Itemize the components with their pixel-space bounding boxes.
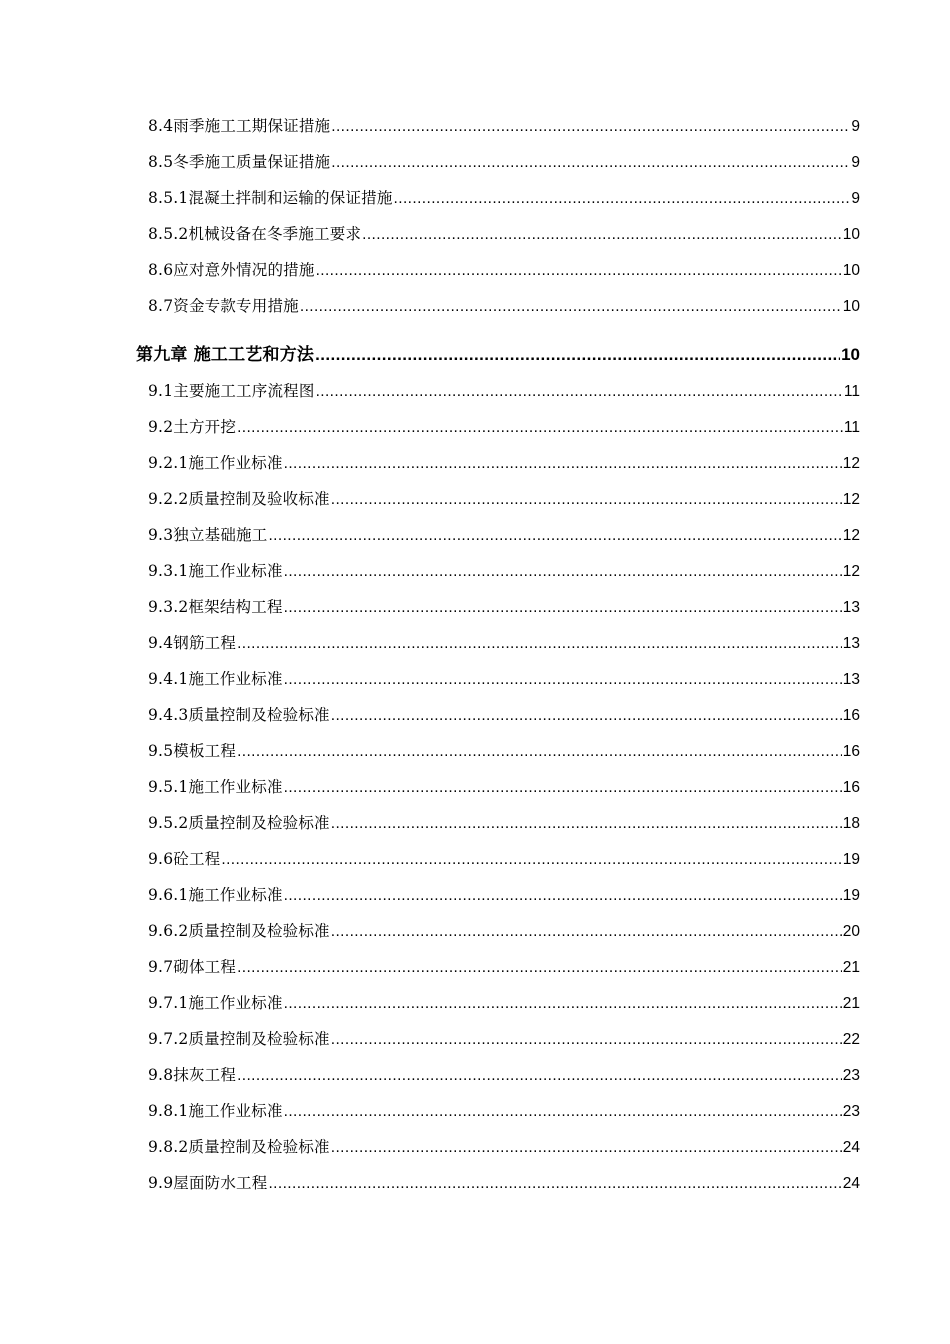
toc-chapter-entry[interactable] (136, 340, 860, 364)
toc-entry[interactable] (148, 523, 860, 545)
toc-entry-label: 8.5.2机械设备在冬季施工要求 (148, 225, 362, 243)
toc-entry-label: 8.7资金专款专用措施 (148, 297, 299, 315)
toc-page-number: 10 (842, 262, 860, 279)
toc-entry-label: 9.5模板工程 (148, 742, 237, 760)
toc-entry-label: 9.3.1施工作业标准 (148, 562, 283, 580)
toc-page-number: 9 (851, 190, 860, 207)
toc-entry-label: 9.7.2质量控制及检验标准 (148, 1030, 330, 1048)
toc-page-number: 12 (842, 491, 860, 508)
toc-entry[interactable] (148, 451, 860, 473)
toc-leader-dots (284, 563, 842, 581)
toc-entry-label: 9.5.1施工作业标准 (148, 778, 283, 796)
toc-entry-label: 9.9屋面防水工程 (148, 1174, 268, 1192)
toc-entry[interactable] (148, 991, 860, 1013)
toc-page-number: 24 (842, 1175, 860, 1192)
toc-entry[interactable] (148, 294, 860, 316)
toc-leader-dots (268, 1175, 841, 1193)
toc-leader-dots (284, 779, 842, 797)
toc-entry-label: 8.6应对意外情况的措施 (148, 261, 315, 279)
toc-page-number: 13 (842, 635, 860, 652)
toc-page-number: 21 (842, 959, 860, 976)
toc-page-number: 10 (842, 226, 860, 243)
toc-entry[interactable] (148, 595, 860, 617)
toc-entry[interactable] (148, 955, 860, 977)
toc-leader-dots (331, 491, 842, 509)
toc-entry-label: 8.4雨季施工工期保证措施 (148, 117, 331, 135)
toc-leader-dots (237, 635, 842, 653)
toc-leader-dots (362, 226, 842, 244)
toc-leader-dots (284, 1103, 842, 1121)
toc-entry[interactable] (148, 1027, 860, 1049)
toc-page-number: 9 (851, 154, 860, 171)
toc-page-number: 23 (842, 1067, 860, 1084)
toc-entry-label: 9.7.1施工作业标准 (148, 994, 283, 1012)
toc-page-number: 10 (842, 298, 860, 315)
toc-entry[interactable] (148, 379, 860, 401)
toc-page-number: 13 (842, 671, 860, 688)
toc-entry-label: 9.3.2框架结构工程 (148, 598, 283, 616)
toc-entry-label: 9.6.2质量控制及检验标准 (148, 922, 330, 940)
toc-entry[interactable] (148, 1135, 860, 1157)
toc-chapter-label: 第九章 施工工艺和方法 (136, 345, 315, 364)
toc-entry-label: 8.5冬季施工质量保证措施 (148, 153, 331, 171)
toc-entry[interactable] (148, 487, 860, 509)
toc-leader-dots (221, 851, 841, 869)
toc-entry[interactable] (148, 883, 860, 905)
toc-leader-dots (284, 671, 842, 689)
toc-page-number: 16 (842, 707, 860, 724)
toc-leader-dots (284, 995, 842, 1013)
toc-leader-dots (315, 345, 840, 364)
toc-entry[interactable] (148, 1171, 860, 1193)
toc-entry-label: 9.3独立基础施工 (148, 526, 268, 544)
toc-leader-dots (331, 154, 850, 172)
toc-entry-label: 9.4钢筋工程 (148, 634, 237, 652)
toc-entry-label: 9.1主要施工工序流程图 (148, 382, 315, 400)
toc-page-number: 11 (843, 383, 860, 400)
toc-entry[interactable] (148, 150, 860, 172)
toc-entry[interactable] (148, 631, 860, 653)
toc-entry[interactable] (148, 559, 860, 581)
toc-entry-label: 9.4.3质量控制及检验标准 (148, 706, 330, 724)
toc-leader-dots (237, 959, 842, 977)
toc-entry[interactable] (148, 703, 860, 725)
toc-leader-dots (284, 887, 842, 905)
toc-leader-dots (284, 455, 842, 473)
toc-page-number: 21 (842, 995, 860, 1012)
toc-page-number: 20 (842, 923, 860, 940)
toc-entry-label: 9.2.2质量控制及验收标准 (148, 490, 330, 508)
toc-entry-label: 8.5.1混凝土拌制和运输的保证措施 (148, 189, 393, 207)
toc-entry[interactable] (148, 775, 860, 797)
toc-entry[interactable] (148, 1099, 860, 1121)
toc-leader-dots (316, 262, 842, 280)
toc-page-number: 18 (842, 815, 860, 832)
toc-leader-dots (316, 383, 843, 401)
toc-entry[interactable] (148, 186, 860, 208)
toc-leader-dots (331, 815, 842, 833)
toc-leader-dots (268, 527, 841, 545)
toc-entry-label: 9.6.1施工作业标准 (148, 886, 283, 904)
toc-entry[interactable] (148, 1063, 860, 1085)
toc-entry-label: 9.8.1施工作业标准 (148, 1102, 283, 1120)
toc-page-number: 10 (841, 345, 860, 364)
toc-page-number: 9 (851, 118, 860, 135)
toc-entry[interactable] (148, 415, 860, 437)
toc-leader-dots (331, 1031, 842, 1049)
toc-page-number: 16 (842, 779, 860, 796)
toc-page-number: 13 (842, 599, 860, 616)
toc-leader-dots (300, 298, 842, 316)
toc-leader-dots (394, 190, 851, 208)
toc-page-number: 12 (842, 527, 860, 544)
toc-leader-dots (331, 118, 850, 136)
toc-page-number: 19 (842, 851, 860, 868)
toc-page-number: 16 (842, 743, 860, 760)
toc-entry-label: 9.4.1施工作业标准 (148, 670, 283, 688)
toc-leader-dots (237, 419, 843, 437)
toc-entry[interactable] (148, 222, 860, 244)
toc-entry[interactable] (148, 667, 860, 689)
toc-entry[interactable] (148, 811, 860, 833)
toc-entry-label: 9.8.2质量控制及检验标准 (148, 1138, 330, 1156)
toc-page-number: 19 (842, 887, 860, 904)
toc-page-number: 24 (842, 1139, 860, 1156)
toc-leader-dots (284, 599, 842, 617)
toc-entry-label: 9.8抹灰工程 (148, 1066, 237, 1084)
toc-entry-label: 9.7砌体工程 (148, 958, 237, 976)
toc-leader-dots (331, 1139, 842, 1157)
toc-page-number: 23 (842, 1103, 860, 1120)
toc-entry[interactable] (148, 258, 860, 280)
toc-entry-label: 9.2土方开挖 (148, 418, 237, 436)
toc-entry-label: 9.2.1施工作业标准 (148, 454, 283, 472)
toc-entry-label: 9.5.2质量控制及检验标准 (148, 814, 330, 832)
toc-leader-dots (331, 923, 842, 941)
toc-page-number: 11 (843, 419, 860, 436)
toc-leader-dots (237, 743, 842, 761)
toc-entry[interactable] (148, 739, 860, 761)
toc-leader-dots (331, 707, 842, 725)
toc-entry[interactable] (148, 847, 860, 869)
toc-page-number: 12 (842, 563, 860, 580)
toc-entry[interactable] (148, 114, 860, 136)
toc-entry-label: 9.6砼工程 (148, 850, 221, 868)
toc-entry[interactable] (148, 919, 860, 941)
toc-leader-dots (237, 1067, 842, 1085)
toc-page-number: 22 (842, 1031, 860, 1048)
toc-page-number: 12 (842, 455, 860, 472)
